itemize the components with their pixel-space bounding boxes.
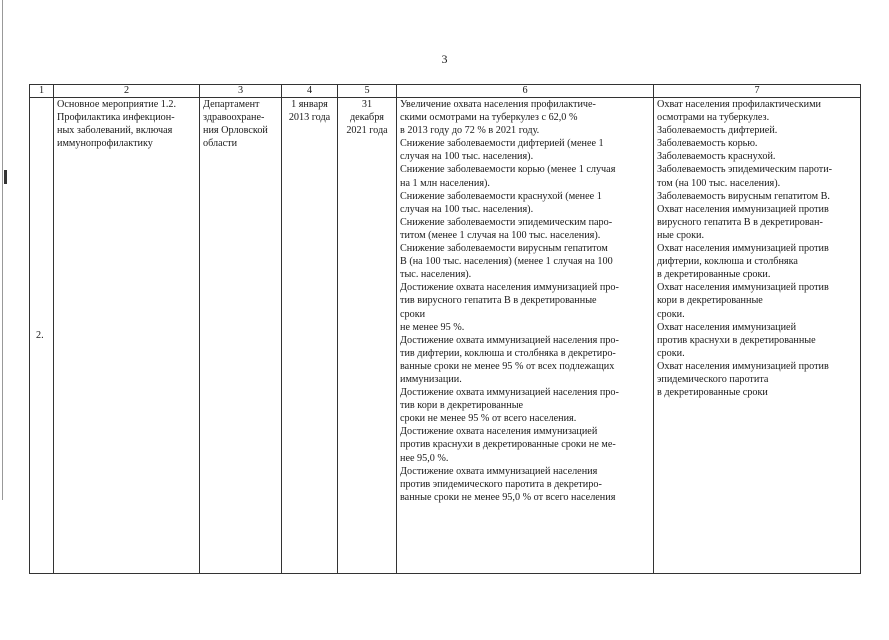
text-line: Охват населения иммунизацией против [657, 243, 829, 255]
header-col-7: 7 [654, 85, 861, 98]
text-line: Достижение охвата иммунизацией населения про- [400, 387, 619, 399]
header-col-4: 4 [282, 85, 338, 98]
text-line: вирусного гепатита В в декретирован- [657, 216, 823, 228]
text-line: Охват населения иммунизацией [657, 321, 797, 333]
text-line: сроки. [657, 308, 685, 320]
text-line: кори в декретированные [657, 295, 763, 307]
table-row [30, 98, 861, 574]
text-line: Достижение охвата иммунизацией населения про- [400, 334, 619, 346]
text-line: В (на 100 тыс. населения) (менее 1 случая на 100 [400, 256, 613, 268]
text-line: 2021 года [346, 125, 388, 137]
page-number: 3 [441, 52, 448, 66]
text-line: 31 [361, 99, 373, 110]
text-line: Увеличение охвата населения профилактиче- [400, 99, 596, 110]
text-line: декабря [350, 112, 384, 124]
text-line: ных заболеваний, включая [57, 125, 173, 137]
header-col-6: 6 [397, 85, 654, 98]
header-col-3: 3 [200, 85, 282, 98]
text-line: ванные сроки не менее 95 % от всех подлежащих [400, 360, 615, 372]
text-line: Заболеваемость краснухой. [657, 151, 776, 163]
text-line: в 2013 году до 72 % в 2021 году. [400, 125, 540, 137]
text-line: Профилактика инфекцион- [57, 112, 175, 124]
row-number: 2. [30, 98, 54, 574]
text-line: Снижение заболеваемости дифтерией (менее 1 [400, 138, 604, 150]
text-line: сроки [400, 308, 426, 320]
text-line: Заболеваемость вирусным гепатитом В. [657, 190, 830, 202]
text-line: не менее 95 %. [400, 321, 465, 333]
program-table [29, 84, 861, 574]
header-col-1: 1 [30, 85, 54, 98]
text-line: случая на 100 тыс. населения). [400, 151, 534, 163]
text-line: сроки не менее 95 % от всего населения. [400, 413, 577, 425]
text-line: Охват населения иммунизацией против [657, 282, 829, 294]
text-line: дифтерии, коклюша и столбняка [657, 256, 798, 268]
text-line: 2013 года [288, 112, 331, 124]
header-row [30, 85, 861, 98]
start-date-cell [282, 98, 338, 574]
text-line: тив вирусного гепатита В в декретированные [400, 295, 597, 307]
text-line: нее 95,0 %. [400, 452, 449, 464]
text-line: Основное мероприятие 1.2. [57, 99, 177, 110]
header-col-2: 2 [54, 85, 200, 98]
text-line: Охват населения иммунизацией против [657, 203, 829, 215]
text-line: ния Орловской [203, 125, 268, 137]
text-line: против эпидемического паротита в декретиро- [400, 478, 602, 490]
left-margin-mark [4, 170, 7, 184]
indicators-cell [654, 98, 861, 574]
end-date-cell [338, 98, 397, 574]
text-line: Охват населения профилактическими [657, 99, 822, 110]
header-col-5: 5 [338, 85, 397, 98]
left-margin-line [2, 0, 3, 500]
text-line: Заболеваемость корью. [657, 138, 758, 150]
text-line: против краснухи в декретированные [657, 334, 816, 346]
event-cell [54, 98, 200, 574]
text-line: Достижение охвата населения иммунизацией [400, 426, 598, 438]
executor-cell [200, 98, 282, 574]
results-cell [397, 98, 654, 574]
text-line: том (на 100 тыс. населения). [657, 177, 781, 189]
text-line: осмотрами на туберкулез. [657, 112, 770, 124]
text-line: в декретированные сроки [657, 387, 768, 399]
text-line: эпидемического паротита [657, 373, 769, 385]
text-line: Охват населения иммунизацией против [657, 360, 829, 372]
text-line: ные сроки. [657, 229, 705, 241]
text-line: Снижение заболеваемости краснухой (менее 1 [400, 190, 602, 202]
text-line: тыс. населения). [400, 269, 472, 281]
text-line: Департамент [203, 99, 260, 110]
text-line: титом (менее 1 случая на 100 тыс. населения). [400, 229, 601, 241]
text-line: Достижение охвата иммунизацией населения [400, 465, 598, 477]
text-line: здравоохране- [203, 112, 265, 124]
text-line: скими осмотрами на туберкулез с 62,0 % [400, 112, 578, 124]
text-line: иммунопрофилактику [57, 138, 153, 150]
text-line: Снижение заболеваемости вирусным гепатитом [400, 243, 608, 255]
text-line: в декретированные сроки. [657, 269, 771, 281]
text-line: против краснухи в декретированные сроки не ме- [400, 439, 616, 451]
text-line: Снижение заболеваемости эпидемическим паро- [400, 216, 613, 228]
text-line: на 1 млн населения). [400, 177, 490, 189]
text-line: Снижение заболеваемости корью (менее 1 случая [400, 164, 616, 176]
text-line: области [203, 138, 238, 150]
text-line: иммунизации. [400, 373, 462, 385]
text-line: Заболеваемость эпидемическим пароти- [657, 164, 833, 176]
text-line: ванные сроки не менее 95,0 % от всего населения [400, 491, 616, 503]
text-line: тив дифтерии, коклюша и столбняка в декретиро- [400, 347, 616, 359]
text-line: тив кори в декретированные [400, 400, 524, 412]
text-line: Заболеваемость дифтерией. [657, 125, 778, 137]
text-line: Достижение охвата населения иммунизацией про- [400, 282, 619, 294]
text-line: 1 января [291, 99, 328, 110]
text-line: сроки. [657, 347, 685, 359]
text-line: случая на 100 тыс. населения). [400, 203, 534, 215]
